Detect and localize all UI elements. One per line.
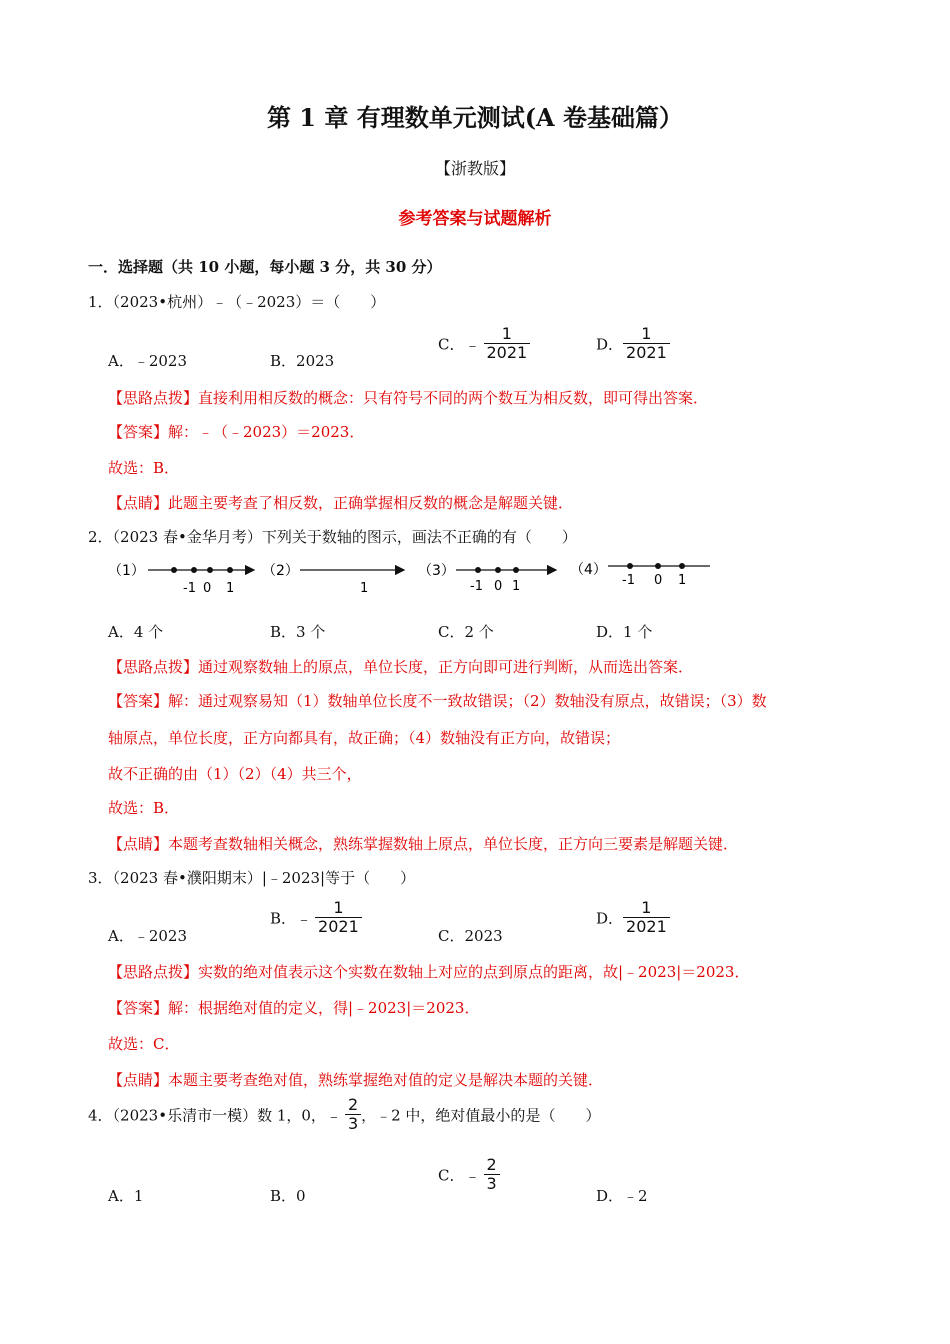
q3-choice: 故选：C． xyxy=(108,1035,180,1053)
q2-hint: 【思路点拨】通过观察数轴上的原点，单位长度，正方向即可进行判断，从而选出答案． xyxy=(108,658,694,676)
fraction-denominator: 2021 xyxy=(484,343,531,362)
q4-stem-fraction xyxy=(345,1096,361,1134)
q1-choice: 故选：B． xyxy=(108,459,180,477)
fraction-denominator: 3 xyxy=(484,1174,500,1193)
q3-option-b xyxy=(270,899,362,937)
fraction-numerator: 1 xyxy=(333,898,344,917)
q1-option-c-fraction xyxy=(484,325,531,363)
q1-comment: 【点睛】此题主要考查了相反数，正确掌握相反数的概念是解题关键． xyxy=(108,494,574,512)
q1-answer: 【答案】解：﹣（﹣2023）＝2023． xyxy=(108,423,365,441)
q2-answer-line-1: 【答案】解：通过观察易知（1）数轴单位长度不一致故错误；（2）数轴没有原点，故错误；（3）数 xyxy=(108,692,767,710)
answer-heading: 参考答案与试题解析 xyxy=(398,209,552,229)
axis-1-tick-neg1: -1 xyxy=(183,581,196,596)
question-3-stem: 3．（2023 春•濮阳期末）|﹣2023|等于（ ） xyxy=(88,869,416,887)
q3-comment: 【点睛】本题主要考查绝对值，熟练掌握绝对值的定义是解决本题的关键． xyxy=(108,1071,604,1089)
axis-4-tick-neg1: -1 xyxy=(622,573,635,588)
q1-option-c xyxy=(438,325,530,363)
fraction-denominator: 2021 xyxy=(315,917,362,936)
q3-hint: 【思路点拨】实数的绝对值表示这个实数在数轴上对应的点到原点的距离，故|﹣2023|＝2023． xyxy=(108,963,750,981)
q4-option-b: B．0 xyxy=(270,1187,306,1205)
section-heading: 一．选择题（共 10 小题，每小题 3 分，共 30 分） xyxy=(88,258,442,276)
fraction-numerator: 2 xyxy=(486,1155,497,1174)
q3-option-b-sign: ﹣ xyxy=(296,909,313,929)
q2-option-a: A．4 个 xyxy=(108,623,164,641)
q3-answer: 【答案】解：根据绝对值的定义，得|﹣2023|＝2023． xyxy=(108,999,480,1017)
axis-1-point xyxy=(171,567,177,573)
fraction-denominator: 2021 xyxy=(623,917,670,936)
q1-hint: 【思路点拨】直接利用相反数的概念：只有符号不同的两个数互为相反数，即可得出答案． xyxy=(108,389,709,407)
axis-3-point xyxy=(513,567,519,573)
fraction-denominator: 3 xyxy=(345,1114,361,1133)
q1-option-c-label: C． xyxy=(438,335,465,354)
axis-1-point xyxy=(227,567,233,573)
figure-label-3: （3） xyxy=(418,563,455,579)
q4-stem-before: 4．（2023•乐清市一模）数 1，0， xyxy=(88,1106,326,1125)
q3-option-d-label: D． xyxy=(596,909,624,928)
question-2-stem: 2．（2023 春•金华月考）下列关于数轴的图示，画法不正确的有（ ） xyxy=(88,528,577,546)
q3-option-b-label: B． xyxy=(270,909,297,928)
q2-option-d: D．1 个 xyxy=(596,623,653,641)
figure-label-2: （2） xyxy=(262,563,299,579)
q4-stem-sign: ﹣ xyxy=(325,1106,342,1126)
axis-4-point xyxy=(679,563,685,569)
axis-1-tick-0: 0 xyxy=(203,581,212,596)
axis-3-point xyxy=(495,567,501,573)
edition-label: 【浙教版】 xyxy=(434,159,515,178)
q3-option-a: A．﹣2023 xyxy=(108,927,188,945)
q2-comment: 【点睛】本题考查数轴相关概念，熟练掌握数轴上原点，单位长度，正方向三要素是解题关键． xyxy=(108,835,739,853)
q4-option-a: A．1 xyxy=(108,1187,144,1205)
fraction-numerator: 1 xyxy=(641,898,652,917)
q3-option-d xyxy=(596,899,670,937)
q4-option-c xyxy=(438,1156,500,1194)
fraction-denominator: 2021 xyxy=(623,343,670,362)
page-title: 第 1 章 有理数单元测试(A 卷基础篇） xyxy=(266,103,684,132)
fraction-numerator: 1 xyxy=(501,324,512,343)
axis-3-tick-0: 0 xyxy=(494,579,503,594)
q1-option-b: B．2023 xyxy=(270,352,335,370)
q1-option-d-fraction xyxy=(623,325,670,363)
q1-option-c-sign: ﹣ xyxy=(464,335,481,355)
axis-4-tick-1: 1 xyxy=(678,573,687,588)
q2-option-c: C．2 个 xyxy=(438,623,494,641)
q4-stem-after: ，﹣2 中，绝对值最小的是（ ） xyxy=(361,1106,601,1125)
q3-option-c: C．2023 xyxy=(438,927,503,945)
q3-option-b-fraction xyxy=(315,899,362,937)
axis-3-point xyxy=(475,567,481,573)
q2-option-b: B．3 个 xyxy=(270,623,326,641)
axis-1-point xyxy=(207,567,213,573)
axis-2-tick-1: 1 xyxy=(360,581,369,596)
q2-answer-line-2: 轴原点，单位长度，正方向都具有，故正确；（4）数轴没有正方向，故错误； xyxy=(108,729,621,747)
q4-option-c-fraction xyxy=(484,1156,500,1194)
q4-option-d: D．﹣2 xyxy=(596,1187,648,1205)
axis-4-point xyxy=(627,563,633,569)
number-line-figure xyxy=(106,556,726,600)
axis-3-tick-neg1: -1 xyxy=(470,579,483,594)
fraction-numerator: 2 xyxy=(347,1095,359,1114)
axis-4-tick-0: 0 xyxy=(654,573,663,588)
q1-option-d-label: D． xyxy=(596,335,624,354)
q4-option-c-label: C． xyxy=(438,1166,465,1185)
q4-option-c-sign: ﹣ xyxy=(464,1166,481,1186)
fraction-numerator: 1 xyxy=(641,324,652,343)
q1-option-a: A．﹣2023 xyxy=(108,352,188,370)
axis-4-point xyxy=(655,563,661,569)
question-4-stem xyxy=(88,1096,600,1134)
figure-label-4: （4） xyxy=(570,562,607,578)
axis-3-tick-1: 1 xyxy=(512,579,521,594)
q3-option-d-fraction xyxy=(623,899,670,937)
q2-answer-line-3: 故不正确的由（1）（2）（4）共三个， xyxy=(108,765,362,783)
figure-label-1: （1） xyxy=(108,563,145,579)
axis-1-point xyxy=(191,567,197,573)
q1-option-d xyxy=(596,325,670,363)
axis-1-tick-1: 1 xyxy=(226,581,235,596)
q2-choice: 故选：B． xyxy=(108,799,180,817)
question-1-stem: 1．（2023•杭州）﹣（﹣2023）＝（ ） xyxy=(88,293,386,311)
